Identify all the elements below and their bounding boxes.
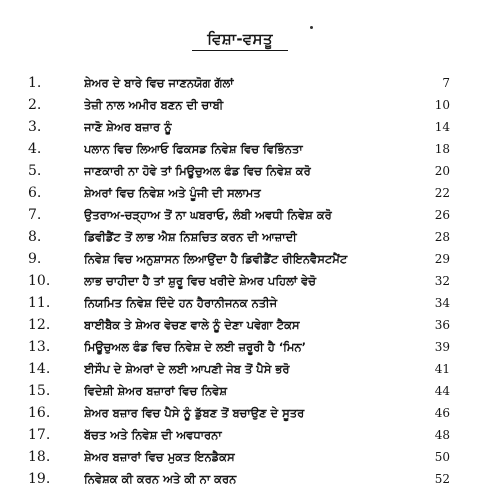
toc-entry-title: ਜਾਣੋ ਸ਼ੇਅਰ ਬਜ਼ਾਰ ਨੂੰ: [84, 120, 172, 134]
toc-entry-number: 4.: [28, 141, 42, 157]
toc-entry: [0, 248, 480, 270]
toc-entry-page: 18: [434, 142, 450, 156]
toc-entry-title: ਜਾਣਕਾਰੀ ਨਾ ਹੋਵੇ ਤਾਂ ਮਿਊਚੁਅਲ ਫੰਡ ਵਿਚ ਨਿਵੇਸ਼ ਕਰੋ: [84, 164, 311, 178]
toc-entry-title: ਨਿਯਮਿਤ ਨਿਵੇਸ਼ ਦਿੰਦੇ ਹਨ ਹੈਰਾਨੀਜਨਕ ਨਤੀਜੇ: [84, 296, 278, 310]
toc-entry: [0, 270, 480, 292]
toc-entry: [0, 292, 480, 314]
toc-entry: [0, 336, 480, 358]
toc-entry-number: 2.: [28, 97, 42, 113]
toc-entry-page: 39: [434, 340, 450, 354]
toc-entry-page: 32: [434, 274, 450, 288]
toc-entry-number: 17.: [28, 427, 51, 443]
toc-entry-page: 48: [434, 428, 450, 442]
toc-entry-page: 36: [434, 318, 450, 332]
page-title: ਵਿਸ਼ਾ-ਵਸਤੂ: [0, 30, 480, 51]
toc-entry-number: 13.: [28, 339, 51, 355]
toc-entry-page: 14: [434, 120, 450, 134]
toc-entry-number: 19.: [28, 471, 51, 487]
toc-entry-page: 26: [434, 208, 450, 222]
toc-entry-number: 9.: [28, 251, 42, 267]
toc-entry: [0, 94, 480, 116]
toc-entry-title: ਨਿਵੇਸ਼ ਵਿਚ ਅਨੁਸ਼ਾਸਨ ਲਿਆਉਂਦਾ ਹੈ ਡਿਵੀਡੈਂਟ ਰੀਇਨਵੈਸਟਮੈਂਟ: [84, 252, 348, 266]
toc-entry: [0, 182, 480, 204]
toc-entry-title: ਲਾਭ ਚਾਹੀਦਾ ਹੈ ਤਾਂ ਸ਼ੁਰੂ ਵਿਚ ਖਰੀਦੇ ਸ਼ੇਅਰ ਪਹਿਲਾਂ ਵੇਚੋ: [84, 274, 317, 288]
table-of-contents: [0, 72, 480, 490]
toc-entry-page: 22: [434, 186, 450, 200]
toc-entry-page: 41: [434, 362, 450, 376]
toc-entry-title: ਨਿਵੇਸ਼ਕ ਕੀ ਕਰਨ ਅਤੇ ਕੀ ਨਾ ਕਰਨ: [84, 472, 237, 486]
toc-entry-page: 20: [434, 164, 450, 178]
toc-entry-title: ਡਿਵੀਡੈਂਟ ਤੋਂ ਲਾਭ ਐਸ਼ ਨਿਸ਼ਚਿਤ ਕਰਨ ਦੀ ਆਜ਼ਾਦੀ: [84, 230, 297, 244]
toc-entry: [0, 116, 480, 138]
toc-entry: [0, 358, 480, 380]
toc-entry-number: 18.: [28, 449, 51, 465]
toc-entry-title: ਪਲਾਨ ਵਿਚ ਲਿਆਓ ਫਿਕਸਡ ਨਿਵੇਸ਼ ਵਿਚ ਵਿਭਿੰਨਤਾ: [84, 142, 303, 156]
toc-entry-number: 1.: [28, 75, 42, 91]
toc-entry-page: 29: [434, 252, 450, 266]
toc-entry-page: 28: [434, 230, 450, 244]
toc-entry-number: 10.: [28, 273, 51, 289]
toc-entry-number: 14.: [28, 361, 51, 377]
toc-entry-number: 6.: [28, 185, 42, 201]
toc-entry-page: 10: [434, 98, 450, 112]
toc-entry-title: ਸ਼ੇਅਰ ਬਜ਼ਾਰਾਂ ਵਿਚ ਮੁਕਤ ਇਨਡੈਕਸ: [84, 450, 235, 464]
toc-entry: [0, 424, 480, 446]
toc-entry-title: ਈਸੌਪ ਦੇ ਸ਼ੇਅਰਾਂ ਦੇ ਲਈ ਆਪਣੀ ਜੇਬ ਤੋਂ ਪੈਸੇ ਭਰੋ: [84, 362, 290, 376]
toc-entry: [0, 226, 480, 248]
toc-entry: [0, 446, 480, 468]
toc-entry-number: 12.: [28, 317, 51, 333]
toc-entry-number: 16.: [28, 405, 51, 421]
toc-entry-page: 7: [442, 76, 450, 90]
toc-entry: [0, 160, 480, 182]
toc-entry-number: 7.: [28, 207, 42, 223]
toc-entry: [0, 204, 480, 226]
toc-entry-title: ਸ਼ੇਅਰ ਬਜ਼ਾਰ ਵਿਚ ਪੈਸੇ ਨੂੰ ਡੁੱਬਣ ਤੋਂ ਬਚਾਉਣ ਦੇ ਸੂਤਰ: [84, 406, 305, 420]
toc-entry: [0, 72, 480, 94]
toc-entry-number: 11.: [28, 295, 51, 311]
toc-entry-title: ਵਿਦੇਸ਼ੀ ਸ਼ੇਅਰ ਬਜ਼ਾਰਾਂ ਵਿਚ ਨਿਵੇਸ਼: [84, 384, 228, 398]
toc-entry-title: ਬੱਚਤ ਅਤੇ ਨਿਵੇਸ਼ ਦੀ ਅਵਧਾਰਨਾ: [84, 428, 222, 442]
toc-entry-title: ਸ਼ੇਅਰਾਂ ਵਿਚ ਨਿਵੇਸ਼ ਅਤੇ ਪੂੰਜੀ ਦੀ ਸਲਾਮਤ: [84, 186, 261, 200]
toc-entry: [0, 468, 480, 490]
toc-entry-number: 5.: [28, 163, 42, 179]
toc-entry-number: 15.: [28, 383, 51, 399]
toc-entry-page: 52: [434, 472, 450, 486]
toc-entry-number: 8.: [28, 229, 42, 245]
toc-entry: [0, 314, 480, 336]
toc-entry-title: ਸ਼ੇਅਰ ਦੇ ਬਾਰੇ ਵਿਚ ਜਾਣਨਯੋਗ ਗੱਲਾਂ: [84, 76, 234, 90]
toc-entry-page: 34: [434, 296, 450, 310]
toc-entry-page: 50: [434, 450, 450, 464]
toc-entry-title: ਤੇਜ਼ੀ ਨਾਲ ਅਮੀਰ ਬਣਨ ਦੀ ਚਾਬੀ: [84, 98, 224, 112]
toc-entry-title: ਉਤਰਾਅ-ਚੜ੍ਹਾਅ ਤੋਂ ਨਾ ਘਬਰਾਓ, ਲੰਬੀ ਅਵਧੀ ਨਿਵੇਸ਼ ਕਰੋ: [84, 208, 332, 222]
toc-entry-number: 3.: [28, 119, 42, 135]
toc-entry: [0, 138, 480, 160]
toc-entry-page: 46: [434, 406, 450, 420]
speck-mark: [310, 26, 313, 29]
toc-entry-title: ਮਿਊਚੁਅਲ ਫੰਡ ਵਿਚ ਨਿਵੇਸ਼ ਦੇ ਲਈ ਜ਼ਰੂਰੀ ਹੈ ‘ਮਿਨ’: [84, 340, 306, 354]
toc-entry-title: ਬਾਈਬੈਕ ਤੇ ਸ਼ੇਅਰ ਵੇਚਣ ਵਾਲੇ ਨੂੰ ਦੇਣਾ ਪਵੇਗਾ ਟੈਕਸ: [84, 318, 300, 332]
toc-entry: [0, 380, 480, 402]
toc-entry-page: 44: [434, 384, 450, 398]
toc-entry: [0, 402, 480, 424]
